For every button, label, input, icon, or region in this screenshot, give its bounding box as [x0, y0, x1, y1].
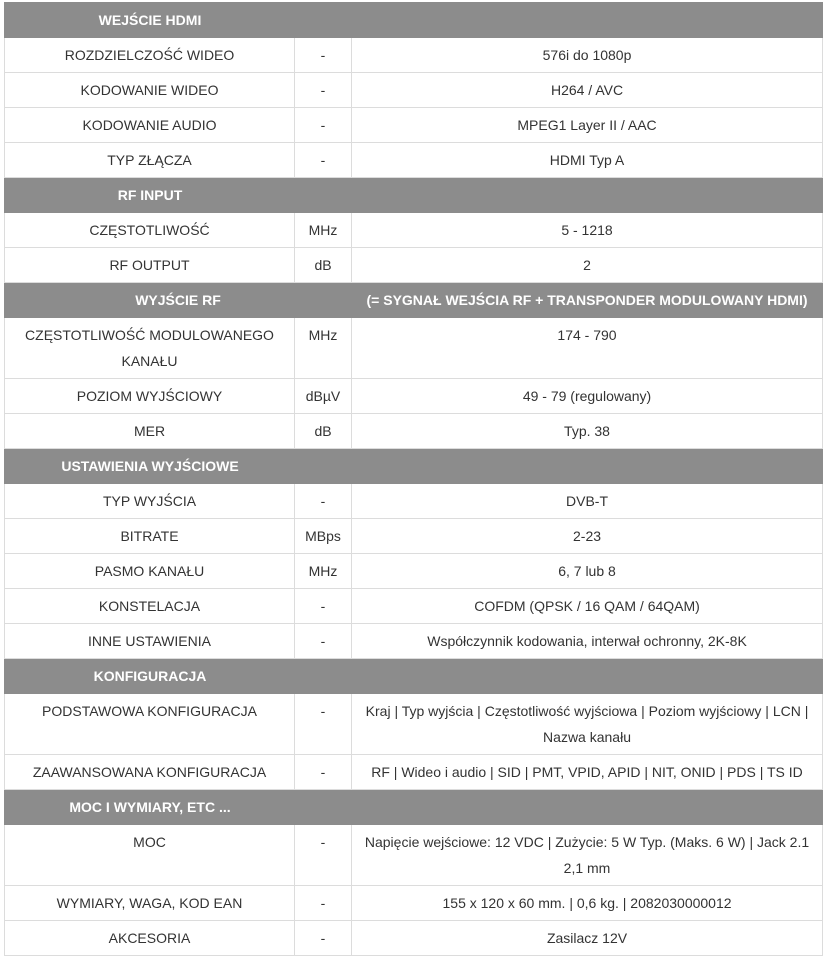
table-row — [5, 143, 823, 178]
unit-cell: MBps — [295, 519, 352, 554]
table-row — [5, 825, 823, 886]
section-header — [5, 283, 823, 318]
unit-cell: - — [295, 886, 352, 921]
table-row — [5, 38, 823, 73]
value-cell: H264 / AVC — [352, 73, 823, 108]
table-row — [5, 624, 823, 659]
value-cell: 5 - 1218 — [352, 213, 823, 248]
section-header — [5, 449, 823, 484]
param-cell: WYMIARY, WAGA, KOD EAN — [5, 886, 295, 921]
value-cell: Kraj | Typ wyjścia | Częstotliwość wyjściowa | Poziom wyjściowy | LCN | Nazwa kanału — [352, 694, 823, 755]
unit-cell: dBµV — [295, 379, 352, 414]
value-cell: 49 - 79 (regulowany) — [352, 379, 823, 414]
param-cell: CZĘSTOTLIWOŚĆ — [5, 213, 295, 248]
unit-cell: - — [295, 73, 352, 108]
value-cell: DVB-T — [352, 484, 823, 519]
section-title: USTAWIENIA WYJŚCIOWE — [5, 449, 823, 484]
value-cell: 6, 7 lub 8 — [352, 554, 823, 589]
value-cell: 2 — [352, 248, 823, 283]
table-row — [5, 379, 823, 414]
value-cell: 174 - 790 — [352, 318, 823, 379]
value-cell: MPEG1 Layer II / AAC — [352, 108, 823, 143]
unit-cell: dB — [295, 414, 352, 449]
table-row — [5, 921, 823, 956]
unit-cell: - — [295, 38, 352, 73]
section-title: MOC I WYMIARY, ETC ... — [5, 790, 823, 825]
unit-cell: - — [295, 143, 352, 178]
param-cell: CZĘSTOTLIWOŚĆ MODULOWANEGO KANAŁU — [5, 318, 295, 379]
value-cell: COFDM (QPSK / 16 QAM / 64QAM) — [352, 589, 823, 624]
param-cell: POZIOM WYJŚCIOWY — [5, 379, 295, 414]
param-cell: KODOWANIE AUDIO — [5, 108, 295, 143]
param-cell: MER — [5, 414, 295, 449]
param-cell: RF OUTPUT — [5, 248, 295, 283]
unit-cell: - — [295, 484, 352, 519]
section-title: WEJŚCIE HDMI — [5, 3, 823, 38]
section-header — [5, 659, 823, 694]
param-cell: TYP WYJŚCIA — [5, 484, 295, 519]
unit-cell: - — [295, 624, 352, 659]
table-row — [5, 73, 823, 108]
spec-table — [4, 2, 823, 956]
unit-cell: - — [295, 921, 352, 956]
table-row — [5, 519, 823, 554]
table-row — [5, 414, 823, 449]
section-title: KONFIGURACJA — [5, 659, 823, 694]
param-cell: AKCESORIA — [5, 921, 295, 956]
param-cell: KODOWANIE WIDEO — [5, 73, 295, 108]
section-header — [5, 3, 823, 38]
param-cell: PASMO KANAŁU — [5, 554, 295, 589]
table-row — [5, 108, 823, 143]
table-row — [5, 554, 823, 589]
table-row — [5, 694, 823, 755]
param-cell: ZAAWANSOWANA KONFIGURACJA — [5, 755, 295, 790]
value-cell: 155 x 120 x 60 mm. | 0,6 kg. | 2082030000012 — [352, 886, 823, 921]
param-cell: BITRATE — [5, 519, 295, 554]
value-cell: HDMI Typ A — [352, 143, 823, 178]
section-title: RF INPUT — [5, 178, 823, 213]
value-cell: 576i do 1080p — [352, 38, 823, 73]
table-row — [5, 886, 823, 921]
unit-cell: dB — [295, 248, 352, 283]
table-row — [5, 248, 823, 283]
value-cell: RF | Wideo i audio | SID | PMT, VPID, APID | NIT, ONID | PDS | TS ID — [352, 755, 823, 790]
value-cell: 2-23 — [352, 519, 823, 554]
param-cell: TYP ZŁĄCZA — [5, 143, 295, 178]
unit-cell: MHz — [295, 213, 352, 248]
value-cell: Zasilacz 12V — [352, 921, 823, 956]
table-row — [5, 213, 823, 248]
unit-cell: - — [295, 694, 352, 755]
unit-cell: - — [295, 108, 352, 143]
unit-cell: - — [295, 825, 352, 886]
table-row — [5, 318, 823, 379]
section-title: WYJŚCIE RF — [5, 283, 352, 318]
unit-cell: MHz — [295, 554, 352, 589]
unit-cell: - — [295, 755, 352, 790]
section-header — [5, 790, 823, 825]
param-cell: INNE USTAWIENIA — [5, 624, 295, 659]
value-cell: Współczynnik kodowania, interwał ochronny, 2K-8K — [352, 624, 823, 659]
section-header — [5, 178, 823, 213]
param-cell: KONSTELACJA — [5, 589, 295, 624]
table-row — [5, 484, 823, 519]
unit-cell: - — [295, 589, 352, 624]
param-cell: MOC — [5, 825, 295, 886]
unit-cell: MHz — [295, 318, 352, 379]
section-note: (= SYGNAŁ WEJŚCIA RF + TRANSPONDER MODULOWANY HDMI) — [352, 283, 823, 318]
param-cell: PODSTAWOWA KONFIGURACJA — [5, 694, 295, 755]
param-cell: ROZDZIELCZOŚĆ WIDEO — [5, 38, 295, 73]
table-row — [5, 755, 823, 790]
value-cell: Typ. 38 — [352, 414, 823, 449]
table-row — [5, 589, 823, 624]
value-cell: Napięcie wejściowe: 12 VDC | Zużycie: 5 W Typ. (Maks. 6 W) | Jack 2.1 2,1 mm — [352, 825, 823, 886]
